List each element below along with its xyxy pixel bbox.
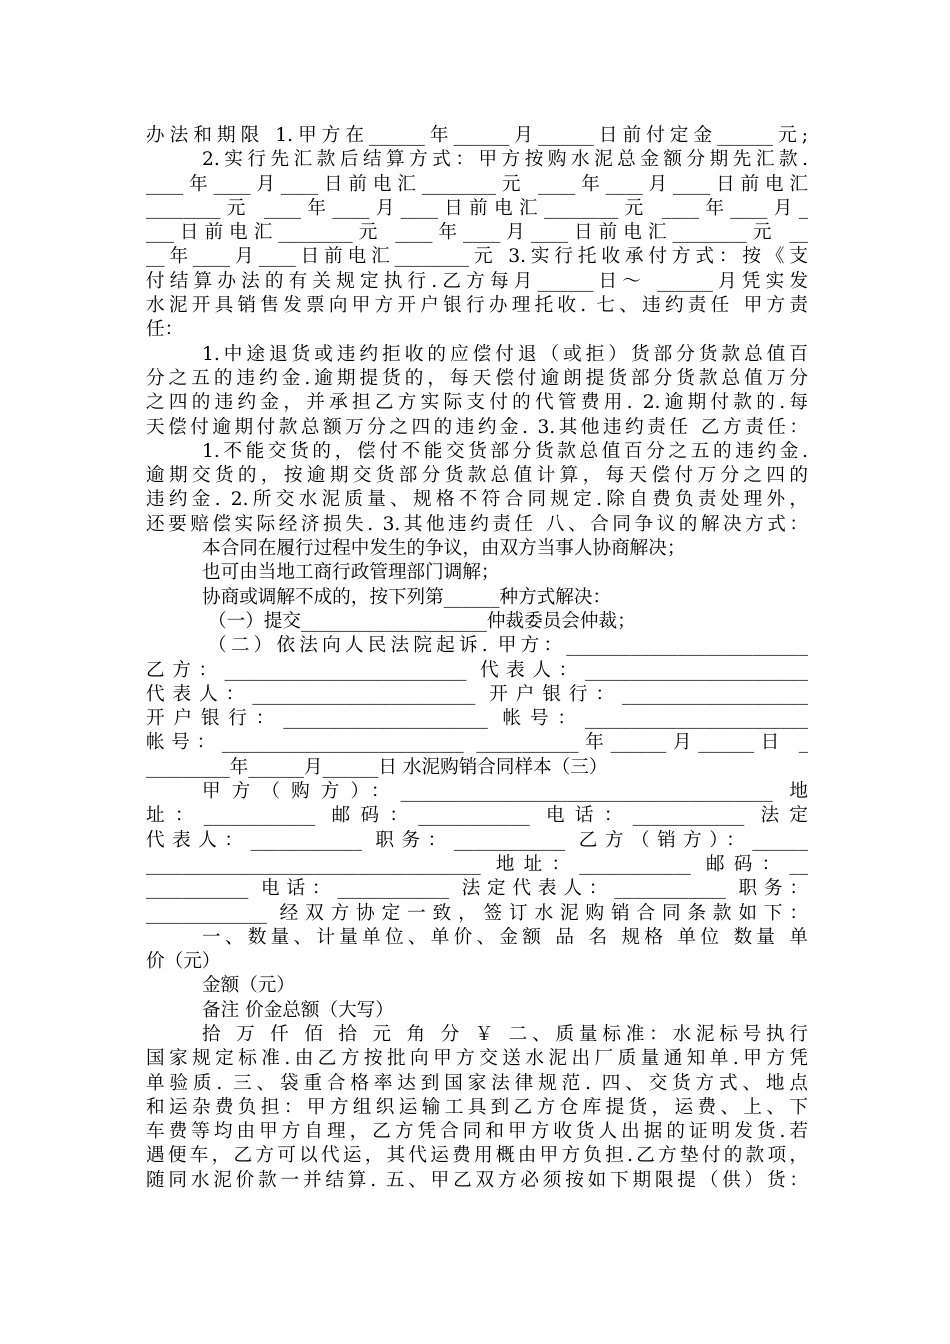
text-line: 车费等均由甲方自理，乙方凭合同和甲方收货人出据的证明发货.若 <box>146 1121 808 1143</box>
text-line: 1.不能交货的，偿付不能交货部分货款总值百分之五的违约金. <box>202 440 808 462</box>
text-line: 任： <box>146 319 184 341</box>
text-line: 之四的违约金，并承担乙方实际支付的代管费用. 2.逾期付款的.每 <box>146 392 808 414</box>
text-line: 水泥开具销售发票向甲方开户银行办理托收. 七、违约责任 甲方责 <box>146 295 808 317</box>
text-line: 和运杂费负担：甲方组织运输工具到乙方仓库提货，运费、上、下 <box>146 1096 808 1118</box>
text-line: 备注 价金总额（大写） <box>202 999 394 1021</box>
text-line: 也可由当地工商行政管理部门调解； <box>202 562 500 584</box>
text-line: ________元 ____年____月____日前电汇________元 ____年____月_ <box>146 197 808 219</box>
text-line: 逾期交货的，按逾期交货部分货款总值计算，每天偿付万分之四的 <box>146 465 808 487</box>
text-line: 本合同在履行过程中发生的争议，由双方当事人协商解决； <box>202 538 686 560</box>
text-line: 还要赔偿实际经济损失. 3.其他违约责任 八、合同争议的解决方式： <box>146 513 808 535</box>
text-line: 甲方（购方）：________________________________________ 地 <box>202 781 808 803</box>
text-line: ____年____月____日前电汇________元 ____年____月____日前电汇 <box>146 173 808 195</box>
text-line: ___________ 电话：____________ 法定代表人：____________ 职务： <box>146 878 808 900</box>
text-line: 开户银行：______________________ 帐号：________________________ <box>146 708 808 730</box>
text-line: 天偿付逾期付款总额万分之四的违约金. 3.其他违约责任 乙方责任： <box>146 416 808 438</box>
text-line: 拾 万 仟 佰 拾 元 角 分 ￥ 二、质量标准：水泥标号执行 <box>202 1023 808 1045</box>
text-line: 违约金. 2.所交水泥质量、规格不符合同规定.除自费负责处理外， <box>146 489 808 511</box>
text-line: 分之五的违约金.逾期提货的，每天偿付逾朗提货部分货款总值万分 <box>146 367 808 389</box>
text-line: 乙方：__________________________ 代表人：________________________ <box>146 659 808 681</box>
text-line: （一）提交____________________仲裁委员会仲裁； <box>208 610 636 632</box>
text-line: 价（元） <box>146 951 221 973</box>
text-line: 2.实行先汇款后结算方式：甲方按购水泥总金额分期先汇款. <box>202 149 808 171</box>
document-page <box>146 124 808 1193</box>
text-line: ___日前电汇________元 ____年____月____日前电汇________元 __ <box>146 222 808 244</box>
text-line: _________年______月______日 水泥购销合同样本（三） <box>146 756 608 778</box>
text-line: 遇便车，乙方可以代运，其代运费用概由甲方负担.乙方垫付的款项， <box>146 1145 808 1167</box>
text-line: 付结算办法的有关规定执行.乙方每月______日～ ______月凭实发 <box>146 270 808 292</box>
text-line: 办法和期限 1.甲方在______年______月______日前付定金______元; <box>146 125 808 146</box>
text-line: （二）依法向人民法院起诉. 甲方：__________________________ <box>208 635 808 657</box>
text-line: 址：____________ 邮码：____________ 电话：____________ 法定 <box>146 805 808 827</box>
text-line: 单验质. 三、袋重合格率达到国家法律规范. 四、交货方式、地点 <box>146 1072 808 1094</box>
text-line: 帐号：__________________________ ___________年______月______日 _ <box>146 732 808 754</box>
text-line: 代表人：________________________ 开户银行：____________________ <box>146 683 808 705</box>
text-line: 一、数量、计量单位、单价、金额 品 名 规格 单位 数量 单 <box>202 926 808 948</box>
text-line: 金额（元） <box>202 975 295 997</box>
text-line: 1.中途退货或违约拒收的应偿付退（或拒）货部分货款总值百 <box>202 343 808 365</box>
text-line: 协商或调解不成的，按下列第______种方式解决： <box>202 586 612 608</box>
text-line: 国家规定标准.由乙方按批向甲方交送水泥出厂质量通知单.甲方凭 <box>146 1048 808 1070</box>
text-line: __年____月____日前电汇________元 3.实行托收承付方式：按《支 <box>146 246 808 268</box>
text-line: 随同水泥价款一并结算. 五、甲乙双方必须按如下期限提（供）货： <box>146 1169 808 1191</box>
text-line: 代表人：____________ 职务：____________ 乙方（销方）：______ <box>146 829 808 851</box>
text-line: _____________ 经双方协定一致，签订水泥购销合同条款如下： <box>146 902 808 924</box>
text-line: ____________________________________ 地址：____________ 邮码：__ <box>146 853 808 875</box>
